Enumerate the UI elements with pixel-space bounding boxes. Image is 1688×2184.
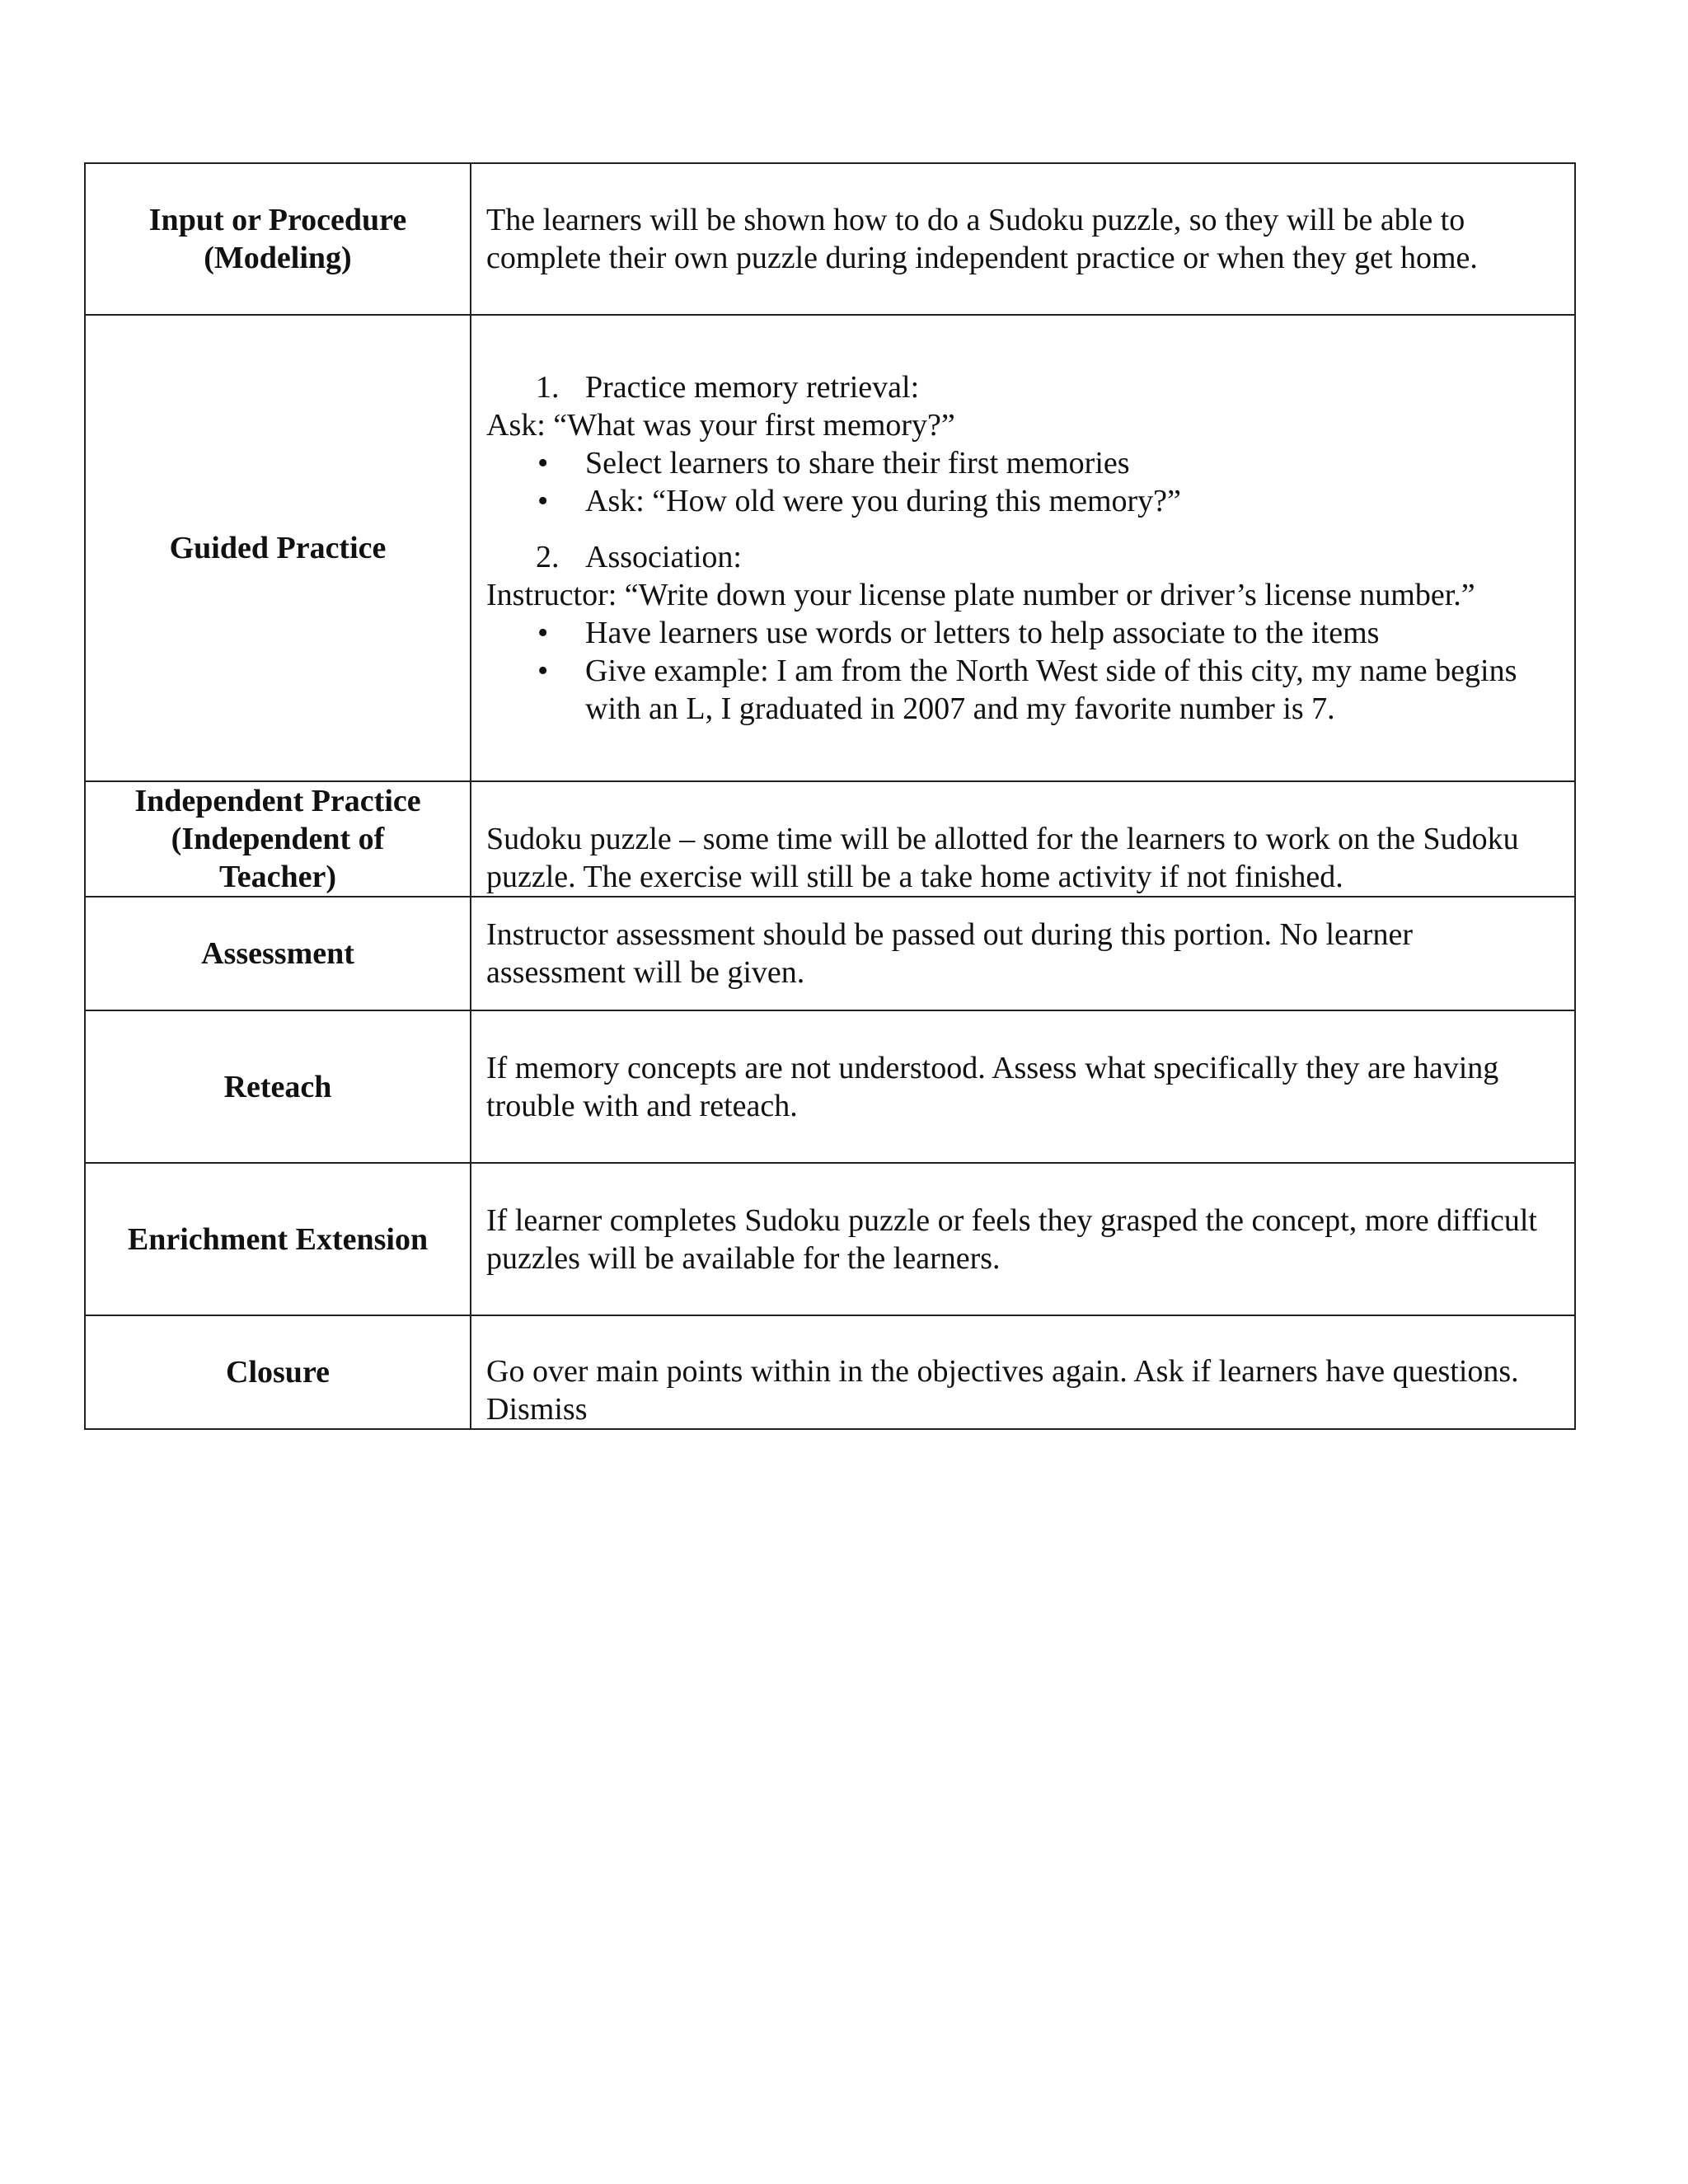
bullet-icon: • <box>537 446 549 480</box>
bullet-text: Ask: “How old were you during this memory?” <box>585 484 1181 518</box>
bullet-icon: • <box>537 484 549 518</box>
table-row <box>85 1010 1575 1163</box>
item-prompt: Ask: “What was your first memory?” <box>486 408 955 443</box>
row-content-cell <box>471 1010 1575 1163</box>
numbered-item <box>486 538 1558 576</box>
lesson-plan-table <box>84 162 1576 1430</box>
numbered-item <box>486 368 1558 406</box>
row-label-cell <box>85 897 471 1010</box>
item-prompt: Instructor: “Write down your license plate number or driver’s license number.” <box>486 578 1475 612</box>
row-label-line: Closure <box>226 1355 330 1390</box>
table-row <box>85 315 1575 781</box>
row-content-cell <box>471 1315 1575 1429</box>
item-title: Association: <box>585 540 742 574</box>
item-number: 1. <box>536 370 560 405</box>
row-label-line: Input or Procedure <box>148 203 407 237</box>
row-content-text: The learners will be shown how to do a Sudoku puzzle, so they will be able to complete their own puzzle during independent practice or when they get home. <box>486 203 1478 275</box>
row-label-line: Assessment <box>201 936 354 971</box>
row-label-line: Enrichment Extension <box>127 1221 429 1257</box>
item-title: Practice memory retrieval: <box>585 370 920 405</box>
table-row <box>85 781 1575 897</box>
bullet-text: Select learners to share their first memories <box>585 446 1130 480</box>
row-content-cell <box>471 163 1575 315</box>
row-label-line: Independent Practice <box>134 784 421 818</box>
bullet-text: Give example: I am from the North West side of this city, my name begins with an L, I graduated in 2007 and my favorite number is 7. <box>585 654 1517 726</box>
row-label-line: Guided Practice <box>169 531 387 565</box>
item-number: 2. <box>536 540 560 574</box>
table-row <box>85 163 1575 315</box>
row-label-cell <box>85 781 471 897</box>
row-label-line: Teacher) <box>218 860 337 894</box>
row-content-text: If memory concepts are not understood. Assess what specifically they are having trouble with and reteach. <box>486 1050 1499 1123</box>
row-label-cell <box>85 1010 471 1163</box>
row-label-line: Reteach <box>223 1069 332 1104</box>
row-label-cell <box>85 1163 471 1315</box>
bullet-item <box>486 482 1558 520</box>
row-content-text: Sudoku puzzle – some time will be allotted for the learners to work on the Sudoku puzzle. The exercise will still be a take home activity if not finished. <box>486 822 1519 894</box>
row-content-text: If learner completes Sudoku puzzle or feels they grasped the concept, more difficult puzzles will be available for the learners. <box>486 1202 1537 1276</box>
spacer <box>486 520 1558 538</box>
bullet-text: Have learners use words or letters to help associate to the items <box>585 616 1380 650</box>
row-label-cell <box>85 315 471 781</box>
guided-section-2 <box>486 538 1558 728</box>
row-label-line: (Modeling) <box>204 241 352 275</box>
row-label-line: (Independent of <box>171 822 385 856</box>
row-content-text: Go over main points within in the objectives again. Ask if learners have questions. Dismiss <box>486 1354 1519 1427</box>
bullet-item <box>486 614 1558 652</box>
table-row <box>85 897 1575 1010</box>
bullet-item <box>486 444 1558 482</box>
bullet-icon: • <box>537 654 549 688</box>
table-row <box>85 1315 1575 1429</box>
row-content-text: Instructor assessment should be passed out during this portion. No learner assessment will be given. <box>486 917 1413 990</box>
row-label-cell <box>85 163 471 315</box>
row-label-cell <box>85 1315 471 1429</box>
table-row <box>85 1163 1575 1315</box>
row-content-cell <box>471 315 1575 781</box>
bullet-icon: • <box>537 616 549 650</box>
row-content-cell <box>471 897 1575 1010</box>
bullet-item <box>486 652 1558 728</box>
guided-section-1 <box>486 368 1558 520</box>
row-content-cell <box>471 781 1575 897</box>
row-content-cell <box>471 1163 1575 1315</box>
